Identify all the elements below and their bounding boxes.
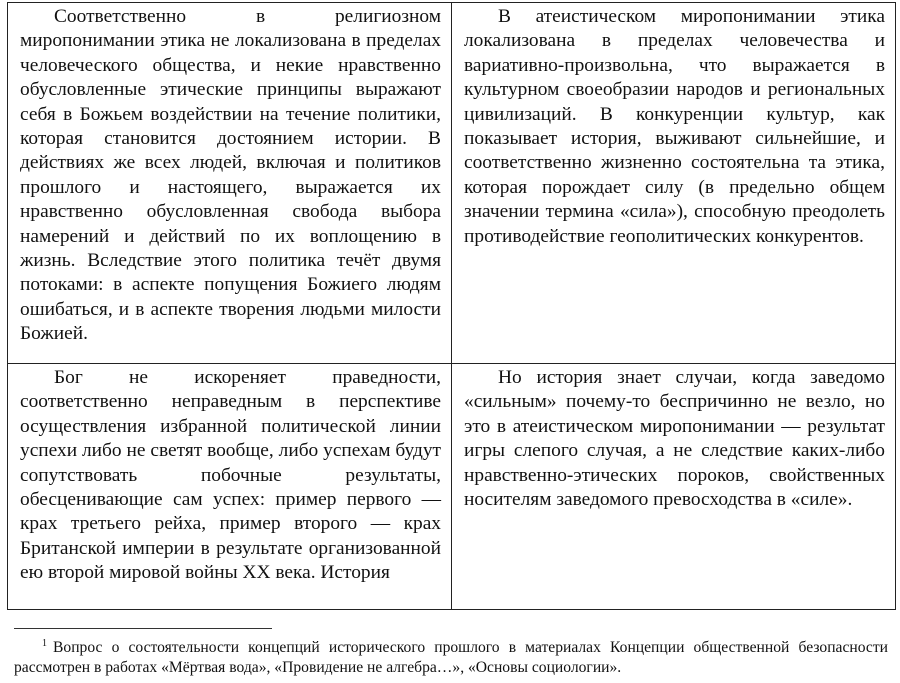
table-row bbox=[8, 364, 896, 610]
table-row bbox=[8, 3, 896, 364]
footnote-marker: 1 bbox=[42, 638, 47, 649]
atheistic-worldview-cell-continued: Но история знает случаи, когда заведомо «сильным» почему-то беспричинно не везло, но это в атеистическом миропонимании — результат игры слепого случая, а не следствие каких-либо нравственно-этических пороков, свойственных носителям заведомого превосходства в «силе». bbox=[452, 364, 896, 610]
comparison-table bbox=[7, 2, 896, 610]
footnote-separator bbox=[14, 628, 272, 629]
religious-worldview-cell-continued: Бог не искореняет праведности, соответственно неправедным в перспективе осуществления избранной политической линии успехи либо не светят вообще, либо успехам будут сопутствовать побочные результаты, обесценивающие сам успех: пример первого — крах третьего рейха, пример второго — крах Британской империи в результате организованной ею второй мировой войны XX века. История bbox=[8, 364, 452, 610]
religious-worldview-cell: Соответственно в религиозном миропонимании этика не локализована в пределах человеческого общества, и некие нравственно обусловленные этические принципы выражают себя в Божьем воздействии на течение политики, которая становится достоянием истории. В действиях же всех людей, включая и политиков прошлого и настоящего, выражается их нравственно обусловленная свобода выбора намерений и действий по их воплощению в жизнь. Вследствие этого политика течёт двумя потоками: в аспекте попущения Божиего людям ошибаться, и в аспекте творения людьми милости Божией. bbox=[8, 3, 452, 364]
atheistic-worldview-cell: В атеистическом миропонимании этика локализована в пределах человечества и вариативно-произвольна, что выражается в культурном своеобразии народов и региональных цивилизаций. В конкуренции культур, как показывает история, выживают сильнейшие, и соответственно жизненно состоятельна та этика, которая порождает силу (в предельно общем значении термина «сила»), способную преодолеть противодействие геополитических конкурентов. bbox=[452, 3, 896, 364]
footnote-text: Вопрос о состоятельности концепций исторического прошлого в материалах Концепции общественной безопасности рассмотрен в работах «Мёртвая вода», «Провидение не алгебра…», «Основы социологии». bbox=[14, 639, 888, 676]
footnote bbox=[14, 634, 888, 678]
